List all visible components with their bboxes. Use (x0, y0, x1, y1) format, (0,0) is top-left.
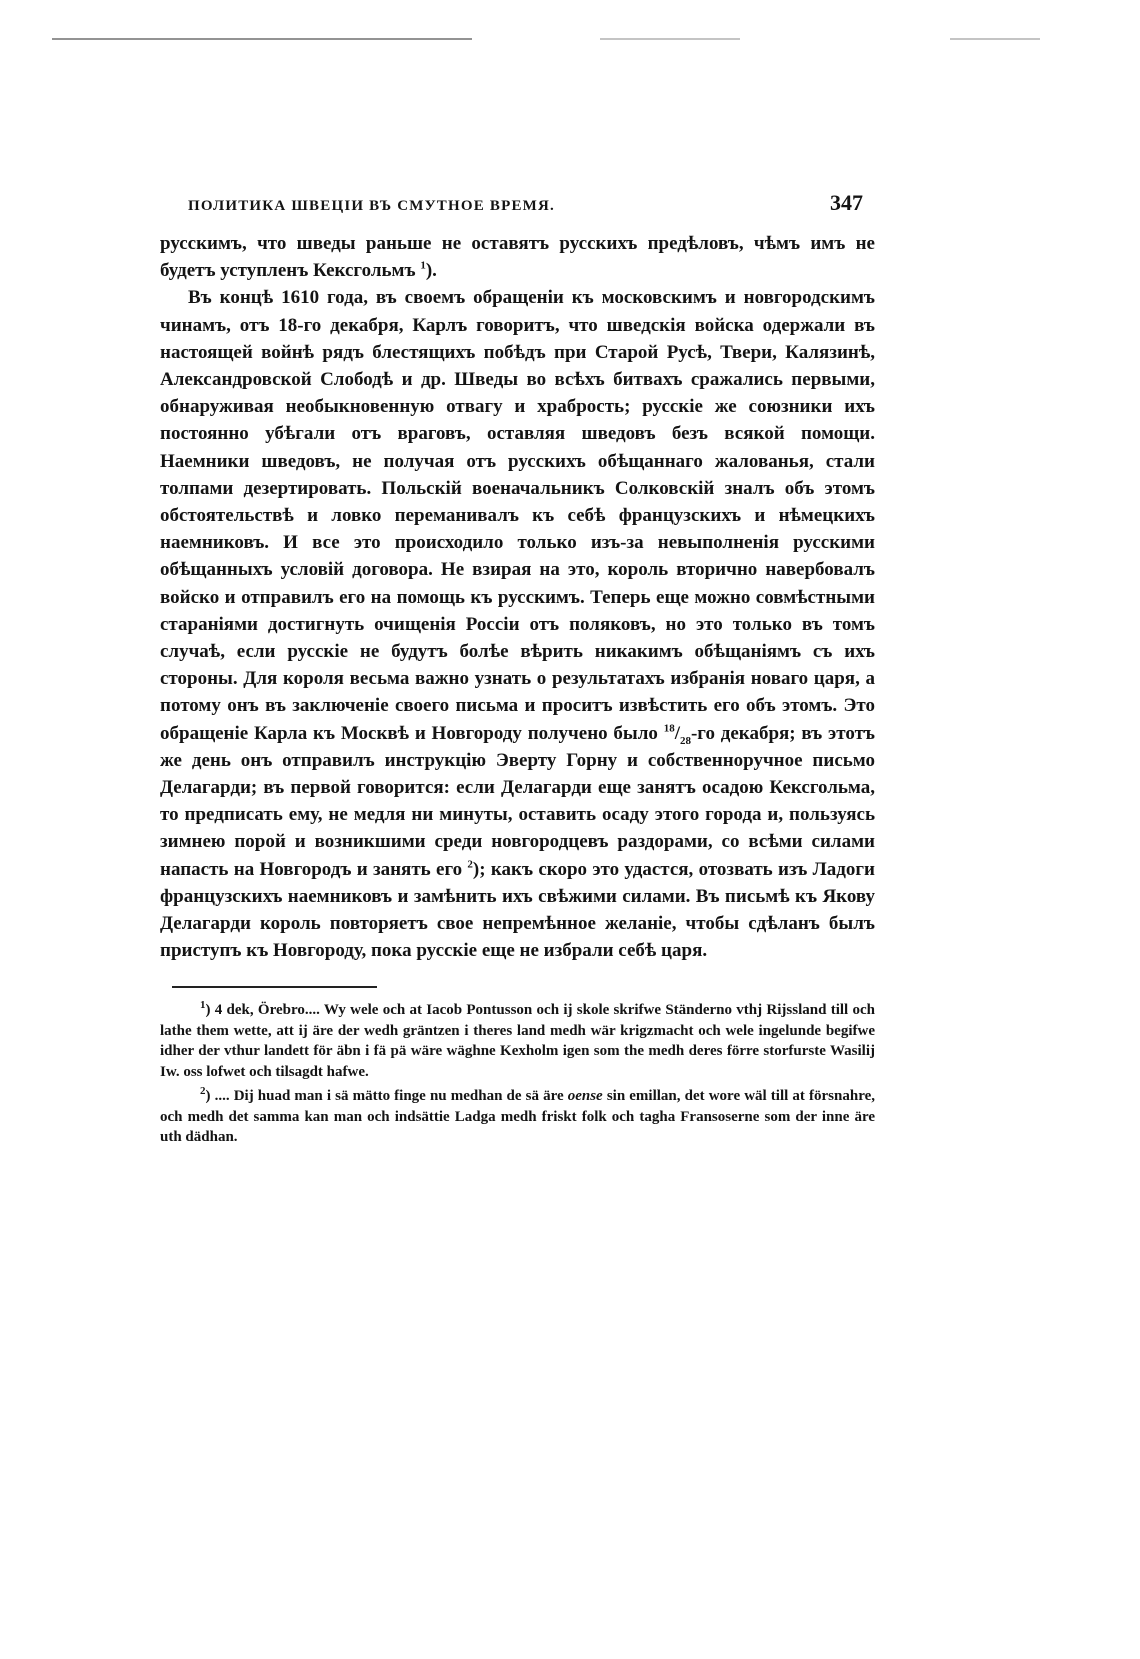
footnote-2-text-a: ) .... Dij huad man i sä mätto finge nu medhan de sä äre (205, 1088, 568, 1105)
footnote-2-text-b: sin emillan, det wore wäl till at försnahre, och medh det samma kan man och indsättie Ladga medh friskt folk och tagha Fransoserne som der inne äre uth dädhan. (160, 1088, 875, 1146)
paragraph-2-text-b: -го декабря; въ этотъ же день онъ отправилъ инструкцію Эверту Горну и собственноручное письмо Делагарди; въ первой говорится: если Делагарди еще занятъ осадою Кексгольма, то предписать ему, не медля ни минуты, оставить осаду этого города и, пользуясь зимнею порой и возникшими среди новгородцевъ раздорами, со всѣми силами напасть на Новгородъ и занять его (160, 722, 875, 880)
paragraph-1-text: русскимъ, что шведы раньше не оставятъ русскихъ предѣловъ, чѣмъ имъ не будетъ уступленъ Кексгольмъ (160, 233, 875, 282)
footnote-1-text: ) 4 dek, Örebro.... Wy wele och at Iacob Pontusson och ij skole skrifwe Ständerno vthj Rijssland till och lathe them wette, att ij äre der wedh gräntzen i theres land medh wär krigzmacht och wele ingelunde begifwe idher der vthur landett för äbn i fä pä wäre wäghne Kexholm igen som the medh deres förre storfurste Wasilij Iw. oss lofwet och tilsagdt hafwe. (160, 1002, 875, 1080)
scan-edge-line-mid (600, 38, 740, 40)
book-page (160, 190, 875, 1148)
footnote-2 (160, 1086, 875, 1148)
footnote-2-marker: 2 (200, 1085, 206, 1098)
paragraph-2: Въ концѣ 1610 года, въ своемъ обращеніи къ московскимъ и новгородскимъ чинамъ, отъ 18-го декабря, Карлъ говоритъ, что шведскія войска одержали въ настоящей войнѣ рядъ блестящихъ побѣдъ при Старой Русѣ, Твери, Калязинѣ, Александровской Слободѣ и др. Шведы во всѣхъ битвахъ сражались первыми, обнаруживая необыкновенную отвагу и храбрость; русскіе же союзники ихъ постоянно убѣгали отъ враговъ, оставляя шведовъ безъ всякой помощи. Наемники шведовъ, не получая отъ русскихъ обѣщаннаго жалованья, стали толпами дезертировать. Польскій военачальникъ Солковскій зналъ объ этомъ обстоятельствѣ и ловко переманивалъ къ себѣ французскихъ и нѣмецкихъ наемниковъ. И все это происходило только изъ-за невыполненія русскими обѣщанныхъ условій договора. Не взирая на это, король вторично навербовалъ войско и отправилъ его на помощь къ русскимъ. Теперь еще можно совмѣстными стараніями достигнуть очищенія Россіи отъ поляковъ, но это только въ томъ случаѣ, если русскіе не будутъ болѣе вѣрить никакимъ обѣщаніямъ съ ихъ стороны. Для короля весьма важно узнать о результатахъ избранія новаго царя, а потому онъ въ заключеніе своего письма и проситъ извѣстить его объ этомъ. Это обращеніе Карла къ Москвѣ и Новгороду получено было $^{18}/_{28}-го$ декабря; въ этотъ же день онъ отправилъ инструкцію Эверту Горну и собственноручное письмо Делагарди; въ первой говорится: если Делагарди еще занятъ осадою Кексгольма, то предписать ему, не медля ни минуты, оставить осаду этого города и, пользуясь зимнею порой и возникшими среди новгородцевъ раздорами, со всѣми силами напасть на Новгородъ и занять его $^2$); какъ скоро это удастся, отозвать изъ Ладоги французскихъ наемниковъ и замѣнить ихъ свѣжими силами. Въ письмѣ къ Якову Делагарди король повторяетъ свое непремѣнное желаніе, чтобы сдѣланъ былъ приступъ къ Новгороду, пока русскіе еще не избрали себѣ царя. (160, 287, 875, 962)
date-numerator: 18 (663, 722, 675, 735)
paragraph-1-end: ). (425, 260, 437, 282)
date-denominator: 28 (679, 734, 691, 747)
scan-edge-line-right (950, 38, 1040, 40)
footnote-1-marker: 1 (200, 999, 206, 1012)
paragraph-2-text-c: ); какъ скоро это удастся, отозвать изъ Ладоги французскихъ наемниковъ и замѣнить ихъ свѣжими силами. Въ письмѣ къ Якову Делагарди король повторяетъ свое непремѣнное желаніе, чтобы сдѣланъ былъ приступъ къ Новгороду, пока русскіе еще не избрали себѣ царя. (160, 858, 875, 962)
footnote-ref-1: 1 (420, 259, 426, 272)
footnote-2-italic: oense (567, 1088, 603, 1105)
scan-edge-line-left (52, 38, 472, 40)
running-title: ПОЛИТИКА ШВЕЦІИ ВЪ СМУТНОЕ ВРЕМЯ. (188, 198, 556, 214)
footnote-separator (172, 986, 377, 988)
page-number: 347 (830, 190, 863, 215)
page-header (160, 190, 875, 224)
paragraph-1 (160, 230, 875, 284)
main-text (160, 230, 875, 964)
paragraph-2-text-a: Въ концѣ 1610 года, въ своемъ обращеніи къ московскимъ и новгородскимъ чинамъ, отъ 18-го декабря, Карлъ говоритъ, что шведскія войска одержали въ настоящей войнѣ рядъ блестящихъ побѣдъ при Старой Русѣ, Твери, Калязинѣ, Александровской Слободѣ и др. Шведы во всѣхъ битвахъ сражались первыми, обнаруживая необыкновенную отвагу и храбрость; русскіе же союзники ихъ постоянно убѣгали отъ враговъ, оставляя шведовъ безъ всякой помощи. Наемники шведовъ, не получая отъ русскихъ обѣщаннаго жалованья, стали толпами дезертировать. Польскій военачальникъ Солковскій зналъ объ этомъ обстоятельствѣ и ловко переманивалъ къ себѣ французскихъ и нѣмецкихъ наемниковъ. И все это происходило только изъ-за невыполненія русскими обѣщанныхъ условій договора. Не взирая на это, король вторично навербовалъ войско и отправилъ его на помощь къ русскимъ. Теперь еще можно совмѣстными стараніями достигнуть очищенія Россіи отъ поляковъ, но это только въ томъ случаѣ, если русскіе не будутъ болѣе вѣрить никакимъ обѣщаніямъ съ ихъ стороны. Для короля весьма важно узнать о результатахъ избранія новаго царя, а потому онъ въ заключеніе своего письма и проситъ извѣстить его объ этомъ. Это обращеніе Карла къ Москвѣ и Новгороду получено было (160, 287, 875, 744)
footnote-ref-2: 2 (467, 858, 473, 871)
footnote-1 (160, 1000, 875, 1082)
